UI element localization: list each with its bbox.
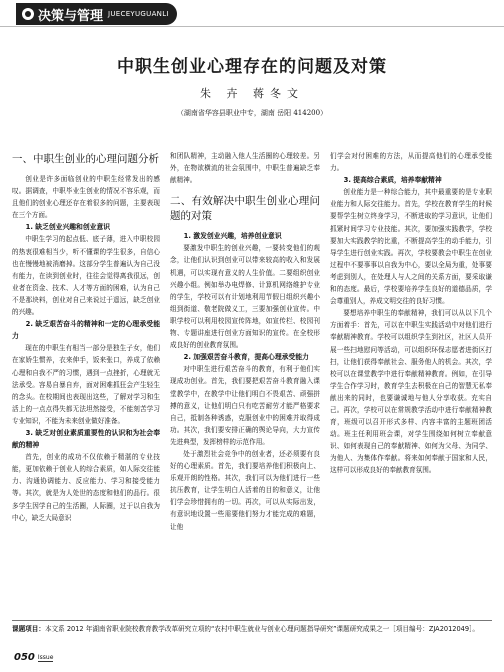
- subheading: 3. 提高综合素质，培养奉献精神: [343, 176, 442, 185]
- subheading: 3. 缺乏对创业素质重要性的认识和为社会奉献的精神: [12, 428, 160, 450]
- header-rule: [0, 26, 504, 27]
- subheading: 1. 激发创业兴趣，培养创业意识: [183, 232, 282, 241]
- paragraph: 创业是许多面临创业的中职生经常发出的感叹。据调查，中职毕业生创业的情况不容乐观，而且他们的创业心理还存在着很多的问题，主要表现在三个方面。: [12, 175, 160, 220]
- paragraph: 对中职生进行艰苦奋斗的教育，有利于他们实现成功创业。首先，我们要把艰苦奋斗教育融入课堂教学中，在教学中让他们明白不畏艰苦、顽强拼搏的意义，让他们明白只有吃苦耐劳才能严格要求自己，抵制各种诱惑，克服创业中的困难并取得成功。其次，我们要安排正确的舆论导向，大力宣传先进典型，发挥榜样的示范作用。: [170, 365, 320, 446]
- footnote-rule: [12, 620, 492, 621]
- section-heading-1: 一、中职生创业的心理问题分析: [12, 153, 159, 165]
- paragraph: 处于激烈社会竞争中的创业者，还必须要有良好的心理素质。首先，我们要培养他们积极向上、乐观开朗的性格。其次，我们可以为他们进行一些抗压教育，让学生明白人活着的目的和意义，让他们学会珍惜拥有的一切。再次，可以从实际出发，有意识地设置一些需要他们努力才能完成的难题，让他: [170, 449, 320, 531]
- paragraph: 首先，创业的成功不仅依赖于精湛的专业技能，更加依赖于创业人的综合素质，如人际交往能力、沟通协调能力、反应能力、学习和接受能力等。其次，就是为人处世的态度和他们的品行。很多学生因学自己的生活圈，人际圈，过于以自我为中心，缺乏大局意识: [12, 453, 160, 522]
- paragraph: 和团队精神，主动融入他人生活圈的心理较差。另外，在物欲横流的社会氛围中，中职生普遍缺乏奉献精神。: [170, 152, 320, 185]
- journal-pinyin: JUECEYUGUANLI: [108, 10, 169, 18]
- paragraph: 们学会对付困难的方法，从而提高他们的心理承受能力。: [330, 152, 492, 173]
- article-title: 中职生创业心理存在的问题及对策: [117, 57, 387, 77]
- logo-circle-icon: [22, 8, 34, 20]
- page-number: 050: [14, 652, 35, 663]
- paragraph: 要想培养中职生的奉献精神，我们可以从以下几个方面着手：首先，可以在中职生实践活动中对他们进行奉献精神教育。学校可以组织学生到社区，社区人员开展一些扫地慰问等活动，可以组织环保志愿者进街区打扫，让他们获得奉献社会、服务他人的机会。其次，学校可以在课堂教学中进行奉献精神教育。例如，在引导学生合作学习时，教育学生去积极在自己的智慧无私奉献出来的同时，也要谦诚地与他人分享收获。充实自己。再次，学校可以在常规教学活动中进行奉献精神教育，班级可以召开形式多样、内容丰富的主题班团活动。班主任利用班会课，对学生围绕如何树立奉献意识、如何表现自己的奉献精神、如何为父母、为同学、为他人、为集体作奉献。将来如何奉献于国家和人民，这样可以形成良好的奉献教育氛围。: [330, 309, 492, 475]
- paragraph: 要激发中职生的创业兴趣，一要转变他们的观念，让他们认识到创业可以带来较高的收入和发展机遇，可以实现有意义的人生价值。二要组织创业兴趣小组。例如举办电焊修、计算机网络维护专业的学生，学校可以有计划地利用节假日组织兴趣小组到街道、敬老院做义工，三要加强创业宣传。中职学校可以利用校园宣传阵地，如宣传栏、校园刊物、专题讲座进行创业方面知识的宣传。在全校形成良好的创业教育氛围。: [170, 244, 320, 350]
- journal-header: [0, 0, 504, 30]
- paragraph: 创业能力是一种综合能力，其中最重要的是专业职业能力和人际交往能力。首先，学校在教育学生的时候要帮学生树立终身学习，不断进取的学习意识，让他们抓紧时间学习专业技能。其次，要加强实践教学，学校要加大实践教学的比重，不断提高学生的动手能力，引导学生进行创业实践。再次，学校要教会中职生在创业过程中不要事事以自我为中心，要以全局为重，处事要考虑到别人，在处理人与人之间的关系方面，要采取谦和的态度。最后，学校要培养学生良好的道德品质，学会尊重别人，养成文明交往的良好习惯。: [330, 188, 492, 306]
- paragraph: 现在的中职生有相当一部分是独生子女，他们在家娇生惯养，衣来伸手，饭来张口，养成了依赖心理和自我不严的习惯，遇到一点挫折，心理就无法承受。容易自暴自弃，面对困难抓狂会产生轻生的念头。在校期间也表现出这些，了解对学习和生活上的一点点得失都无法坦然接受，不能刻苦学习专业知识，不能为未来创业做好准备。: [12, 344, 160, 425]
- article-affiliation: （湖南省华容县职业中专，湖南 岳阳 414200）: [176, 109, 328, 117]
- journal-logo: [16, 3, 177, 25]
- article-authors: 朱 卉 蒋冬文: [200, 87, 304, 100]
- subheading: 1. 缺乏创业兴趣和创业意识: [25, 223, 111, 232]
- subheading: 2. 缺乏艰苦奋斗的精神和一定的心理承受能力: [12, 320, 160, 341]
- column-1: [12, 150, 160, 524]
- page-number-block: [14, 652, 53, 663]
- subheading: 2. 加强艰苦奋斗教育，提高心理承受能力: [183, 353, 309, 362]
- page-issue-label: Issue: [37, 653, 54, 661]
- footnote-text: 本文系 2012 年湖南省职业院校教育教学改革研究立项的“农村中职生就业与创业心理问题指导研究”课题研究成果之一［项目编号：ZJA2012049］。: [44, 625, 479, 633]
- footnote-label: 课题项目：: [12, 625, 45, 633]
- section-heading-2: 二、有效解决中职生创业心理问题的对策: [170, 195, 320, 223]
- footnote: [12, 624, 492, 635]
- journal-logo-text: 决策与管理: [38, 8, 104, 24]
- column-3: [330, 150, 492, 477]
- column-2: [170, 150, 320, 533]
- paragraph: 中职生学习的起点低、底子薄，进入中职校园的热衷很难相当少，听不懂课的学生很多，自信心也在慢慢地被消磨掉。这部分学生普遍认为自己没有能力，在读到创业时，往往会觉得离我很远，创业者在资金、技术、人才等方面的困难，认为自己不是那块料，创业对自己来说过于遥远，缺乏创业的兴趣。: [12, 235, 160, 317]
